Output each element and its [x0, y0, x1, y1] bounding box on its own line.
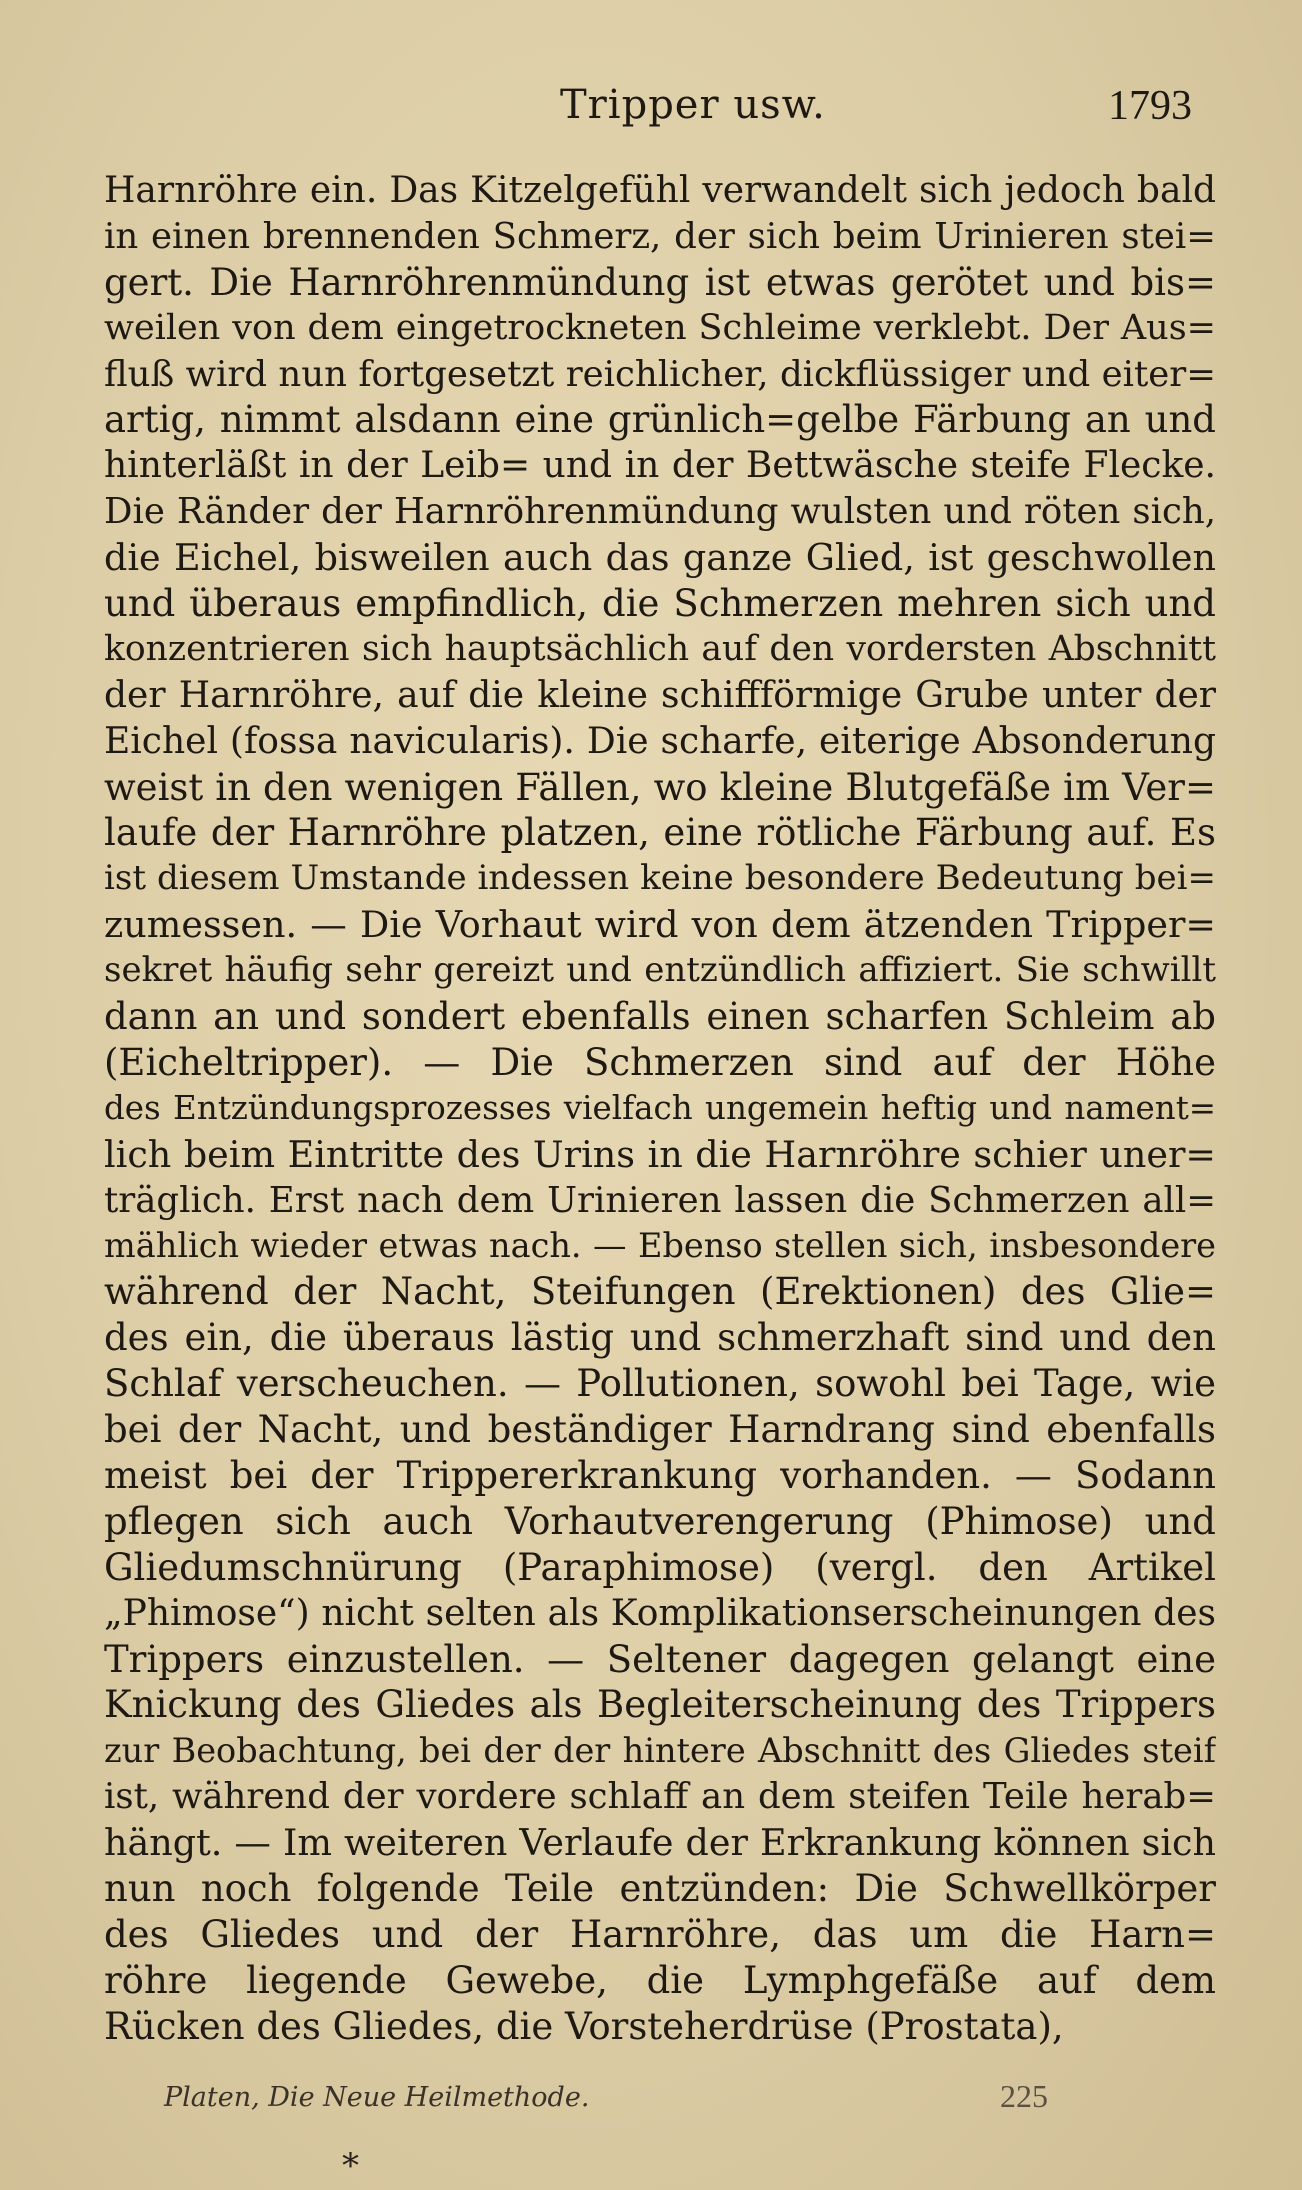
text-line: Rücken des Gliedes, die Vorsteherdrüse (Prostata), — [104, 2004, 1064, 2048]
text-line: Trippers einzustellen. — Seltener dagegen gelangt eine — [104, 1637, 1216, 1681]
text-line: pflegen sich auch Vorhautverengerung (Phimose) und — [104, 1499, 1216, 1543]
text-line: zur Beobachtung, bei der der hintere Abschnitt des Gliedes steif — [104, 1731, 1216, 1771]
page-footer — [0, 2078, 1302, 2132]
text-line: weilen von dem eingetrockneten Schleime verklebt. Der Aus= — [104, 307, 1216, 348]
text-line: des ein, die überaus lästig und schmerzhaft sind und den — [104, 1316, 1216, 1360]
text-line: fluß wird nun fortgesetzt reichlicher, dickflüssiger und eiter= — [104, 353, 1216, 395]
text-line: Die Ränder der Harnröhrenmündung wulsten und röten sich, — [104, 491, 1216, 533]
printer-signature: Platen, Die Neue Heilmethode. — [164, 2082, 590, 2113]
text-line: hängt. — Im weiteren Verlaufe der Erkrankung können sich — [104, 1821, 1216, 1865]
text-line: während der Nacht, Steifungen (Erektionen) des Glie= — [104, 1270, 1216, 1314]
text-line: Eichel (fossa navicularis). Die scharfe, eiterige Absonderung — [104, 720, 1216, 762]
text-line: des Gliedes und der Harnröhre, das um die Harn= — [104, 1912, 1216, 1956]
text-line: Knickung des Gliedes als Begleiterscheinung des Trippers — [104, 1683, 1216, 1727]
text-line: des Entzündungsprozesses vielfach ungemein heftig und nament= — [104, 1088, 1216, 1127]
sheet-mark: * — [342, 2146, 359, 2186]
page-number: 1793 — [1108, 83, 1192, 129]
text-line: gert. Die Harnröhrenmündung ist etwas gerötet und bis= — [104, 260, 1216, 304]
text-line: (Eicheltripper). — Die Schmerzen sind auf der Höhe — [104, 1040, 1216, 1084]
text-line: und überaus empfindlich, die Schmerzen mehren sich und — [104, 582, 1216, 626]
text-line: bei der Nacht, und beständiger Harndrang sind ebenfalls — [104, 1408, 1216, 1452]
text-line: laufe der Harnröhre platzen, eine rötliche Färbung auf. Es — [104, 811, 1216, 855]
text-line: dann an und sondert ebenfalls einen scharfen Schleim ab — [104, 995, 1216, 1039]
text-line: Schlaf verscheuchen. — Pollutionen, sowohl bei Tage, wie — [104, 1362, 1216, 1406]
text-line: ist, während der vordere schlaff an dem steifen Teile herab= — [104, 1776, 1216, 1818]
text-line: artig, nimmt alsdann eine grünlich=gelbe Färbung an und — [104, 398, 1216, 442]
text-line: sekret häufig sehr gereizt und entzündlich affiziert. Sie schwillt — [104, 950, 1216, 991]
text-line: der Harnröhre, auf die kleine schiffförmige Grube unter der — [104, 674, 1216, 716]
text-line: in einen brennenden Schmerz, der sich beim Urinieren stei= — [104, 215, 1216, 257]
text-line: nun noch folgende Teile entzünden: Die Schwellkörper — [104, 1866, 1216, 1910]
text-line: „Phimose“) nicht selten als Komplikationserscheinungen des — [104, 1592, 1216, 1634]
text-line: träglich. Erst nach dem Urinieren lassen die Schmerzen all= — [104, 1179, 1216, 1221]
running-header — [0, 82, 1302, 142]
text-line: die Eichel, bisweilen auch das ganze Glied, ist geschwollen — [104, 536, 1216, 580]
sheet-number: 225 — [1000, 2078, 1048, 2114]
text-line: ist diesem Umstande indessen keine besondere Bedeutung bei= — [104, 858, 1216, 899]
text-line: hinterläßt in der Leib= und in der Bettwäsche steife Flecke. — [104, 445, 1216, 487]
text-line: konzentrieren sich hauptsächlich auf den vordersten Abschnitt — [104, 628, 1216, 669]
text-line: lich beim Eintritte des Urins in die Harnröhre schier uner= — [104, 1132, 1216, 1176]
running-title: Tripper usw. — [560, 82, 826, 128]
text-line: meist bei der Trippererkrankung vorhanden. — Sodann — [104, 1453, 1216, 1497]
text-line: Gliedumschnürung (Paraphimose) (vergl. den Artikel — [104, 1545, 1216, 1589]
text-line: mählich wieder etwas nach. — Ebenso stellen sich, insbesondere — [104, 1226, 1216, 1266]
body-text — [104, 168, 1216, 2050]
text-line: zumessen. — Die Vorhaut wird von dem ätzenden Tripper= — [104, 903, 1216, 947]
text-line: röhre liegende Gewebe, die Lymphgefäße auf dem — [104, 1958, 1216, 2002]
text-line: Harnröhre ein. Das Kitzelgefühl verwandelt sich jedoch bald — [104, 170, 1216, 211]
text-line: weist in den wenigen Fällen, wo kleine Blutgefäße im Ver= — [104, 765, 1216, 809]
